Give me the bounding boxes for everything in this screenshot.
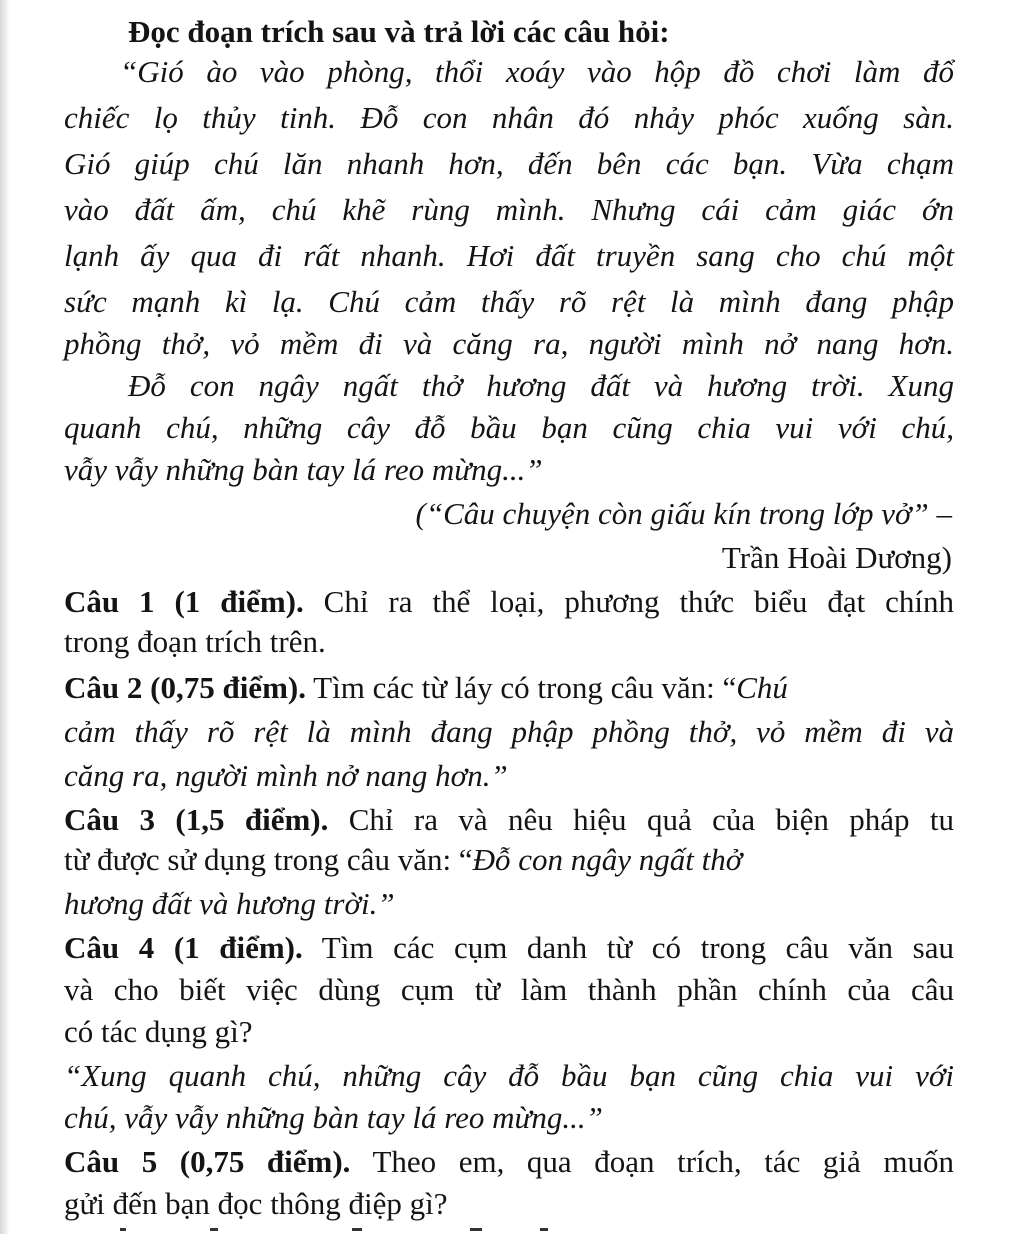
mark xyxy=(120,1228,126,1231)
question-4 xyxy=(64,928,954,968)
question-2-text: Tìm các từ láy có trong câu văn: “ xyxy=(305,670,737,705)
passage-line-10: vẫy vẫy những bàn tay lá reo mừng...” xyxy=(64,452,543,487)
question-5 xyxy=(64,1142,954,1182)
question-1-line-2: trong đoạn trích trên. xyxy=(64,624,326,659)
mark xyxy=(352,1228,362,1231)
question-4-label: Câu 4 (1 điểm). xyxy=(64,930,303,965)
question-1-label: Câu 1 (1 điểm). xyxy=(64,584,304,619)
question-5-line-2: gửi đến bạn đọc thông điệp gì? xyxy=(64,1186,448,1221)
question-2-label: Câu 2 (0,75 điểm). xyxy=(64,670,306,705)
passage-line-5: lạnh ấy qua đi rất nhanh. Hơi đất truyền sang cho chú một xyxy=(64,238,954,273)
question-2 xyxy=(64,668,954,708)
question-1-text: Chỉ ra thể loại, phương thức biểu đạt chính xyxy=(303,584,954,619)
mark xyxy=(210,1228,218,1231)
question-3-line-2-text: từ được sử dụng trong câu văn: “ xyxy=(64,842,473,877)
question-2-quote-start: Chú xyxy=(736,670,788,705)
question-2-line-3: căng ra, người mình nở nang hơn.” xyxy=(64,758,508,793)
question-4-line-2: và cho biết việc dùng cụm từ làm thành phần chính của câu xyxy=(64,972,954,1007)
passage-line-2: chiếc lọ thủy tinh. Đỗ con nhân đó nhảy phóc xuống sàn. xyxy=(64,100,954,135)
passage-line-4: vào đất ấm, chú khẽ rùng mình. Nhưng cái cảm giác ớn xyxy=(64,192,954,227)
question-5-label: Câu 5 (0,75 điểm). xyxy=(64,1144,351,1179)
question-4-text: Tìm các cụm danh từ có trong câu văn sau xyxy=(302,930,954,965)
question-3-text: Chỉ ra và nêu hiệu quả của biện pháp tu xyxy=(328,802,954,837)
page-edge-shadow xyxy=(0,0,10,1234)
question-4-quote-1: “Xung quanh chú, những cây đỗ bầu bạn cũng chia vui với xyxy=(64,1058,954,1093)
passage-line-1: “Gió ào vào phòng, thổi xoáy vào hộp đồ chơi làm đổ xyxy=(120,54,954,89)
source-line-2: Trần Hoài Dương) xyxy=(721,540,952,575)
heading: Đọc đoạn trích sau và trả lời các câu hỏi: xyxy=(128,14,670,49)
question-4-line-3: có tác dụng gì? xyxy=(64,1014,253,1049)
passage-line-7: phồng thở, vỏ mềm đi và căng ra, người mình nở nang hơn. xyxy=(64,326,954,361)
question-3-line-3: hương đất và hương trời.” xyxy=(64,886,395,921)
passage-line-3: Gió giúp chú lăn nhanh hơn, đến bên các bạn. Vừa chạm xyxy=(64,146,954,181)
question-3-line-2 xyxy=(64,840,954,880)
question-2-line-2: cảm thấy rõ rệt là mình đang phập phồng thở, vỏ mềm đi và xyxy=(64,714,954,749)
passage-line-9: quanh chú, những cây đỗ bầu bạn cũng chia vui với chú, xyxy=(64,410,954,445)
question-1 xyxy=(64,582,954,622)
source-line-1: (“Câu chuyện còn giấu kín trong lớp vở” – xyxy=(415,496,952,531)
question-3-label: Câu 3 (1,5 điểm). xyxy=(64,802,329,837)
mark xyxy=(470,1228,482,1231)
mark xyxy=(540,1228,548,1231)
question-3-quote-start: Đỗ con ngây ngất thở xyxy=(472,842,743,877)
cut-off-text-marks xyxy=(0,1226,1024,1234)
question-4-quote-2: chú, vẫy vẫy những bàn tay lá reo mừng...” xyxy=(64,1100,603,1135)
question-5-text: Theo em, qua đoạn trích, tác giả muốn xyxy=(350,1144,954,1179)
question-3 xyxy=(64,800,954,840)
passage-line-8: Đỗ con ngây ngất thở hương đất và hương trời. Xung xyxy=(128,368,954,403)
passage-line-6: sức mạnh kì lạ. Chú cảm thấy rõ rệt là mình đang phập xyxy=(64,284,954,319)
